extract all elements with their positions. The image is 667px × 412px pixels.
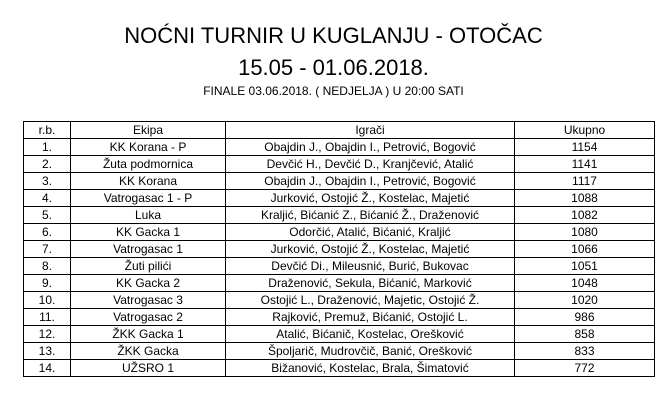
cell-ukupno: 1154 <box>515 139 655 156</box>
table-row <box>24 258 655 275</box>
cell-ukupno: 1117 <box>515 173 655 190</box>
cell-rb: 1. <box>24 139 71 156</box>
cell-ekipa: Vatrogasac 1 - P <box>71 190 226 207</box>
table-row <box>24 241 655 258</box>
cell-rb: 14. <box>24 360 71 377</box>
cell-ukupno: 986 <box>515 309 655 326</box>
document-subtitle: FINALE 03.06.2018. ( NEDJELJA ) U 20:00 SATI <box>203 84 464 98</box>
cell-ekipa: Žuta podmornica <box>71 156 226 173</box>
cell-igraci: Špoljarič, Mudrovčič, Banić, Orešković <box>226 343 515 360</box>
column-header-rb: r.b. <box>24 122 71 139</box>
cell-ukupno: 1088 <box>515 190 655 207</box>
cell-ukupno: 1080 <box>515 224 655 241</box>
table-row <box>24 173 655 190</box>
results-table-body <box>24 139 655 377</box>
cell-ekipa: UŽSRO 1 <box>71 360 226 377</box>
cell-ekipa: Vatrogasac 3 <box>71 292 226 309</box>
table-row <box>24 292 655 309</box>
cell-igraci: Bižanović, Kostelac, Brala, Šimatović <box>226 360 515 377</box>
cell-ekipa: KK Korana <box>71 173 226 190</box>
cell-igraci: Kraljić, Bićanić Z., Bićanić Ž., Draženović <box>226 207 515 224</box>
column-header-ukupno: Ukupno <box>515 122 655 139</box>
cell-rb: 10. <box>24 292 71 309</box>
table-header-row <box>24 122 655 139</box>
table-row <box>24 326 655 343</box>
document-dates: 15.05 - 01.06.2018. <box>238 55 429 80</box>
cell-ekipa: ŽKK Gacka 1 <box>71 326 226 343</box>
cell-rb: 4. <box>24 190 71 207</box>
table-row <box>24 156 655 173</box>
cell-igraci: Devčić H., Devčić D., Kranjčević, Atalić <box>226 156 515 173</box>
cell-igraci: Ostojić L., Draženović, Majetic, Ostojić Ž. <box>226 292 515 309</box>
cell-ekipa: Žuti pilići <box>71 258 226 275</box>
cell-ekipa: KK Gacka 1 <box>71 224 226 241</box>
cell-igraci: Atalić, Bićanič, Kostelac, Orešković <box>226 326 515 343</box>
cell-rb: 11. <box>24 309 71 326</box>
cell-rb: 7. <box>24 241 71 258</box>
cell-ekipa: Vatrogasac 1 <box>71 241 226 258</box>
cell-igraci: Rajković, Premuž, Bićanić, Ostojić L. <box>226 309 515 326</box>
cell-ukupno: 1020 <box>515 292 655 309</box>
cell-rb: 13. <box>24 343 71 360</box>
cell-ukupno: 1051 <box>515 258 655 275</box>
cell-rb: 2. <box>24 156 71 173</box>
cell-ukupno: 1082 <box>515 207 655 224</box>
cell-ekipa: ŽKK Gacka <box>71 343 226 360</box>
cell-rb: 8. <box>24 258 71 275</box>
cell-igraci: Draženović, Sekula, Bićanić, Marković <box>226 275 515 292</box>
table-row <box>24 360 655 377</box>
cell-igraci: Devčić Di., Mileusnić, Burić, Bukovac <box>226 258 515 275</box>
table-row <box>24 207 655 224</box>
cell-igraci: Obajdin J., Obajdin I., Petrović, Bogović <box>226 173 515 190</box>
cell-rb: 6. <box>24 224 71 241</box>
cell-ekipa: KK Gacka 2 <box>71 275 226 292</box>
cell-ekipa: Luka <box>71 207 226 224</box>
cell-ekipa: Vatrogasac 2 <box>71 309 226 326</box>
cell-ukupno: 1048 <box>515 275 655 292</box>
table-row <box>24 224 655 241</box>
table-row <box>24 275 655 292</box>
cell-rb: 3. <box>24 173 71 190</box>
column-header-ekipa: Ekipa <box>71 122 226 139</box>
cell-rb: 12. <box>24 326 71 343</box>
table-row <box>24 309 655 326</box>
cell-ekipa: KK Korana - P <box>71 139 226 156</box>
cell-igraci: Obajdin J., Obajdin I., Petrović, Bogović <box>226 139 515 156</box>
cell-rb: 9. <box>24 275 71 292</box>
cell-igraci: Jurković, Ostojić Ž., Kostelac, Majetić <box>226 241 515 258</box>
cell-igraci: Jurković, Ostojić Ž., Kostelac, Majetić <box>226 190 515 207</box>
cell-igraci: Odorčić, Atalić, Bićanić, Kraljić <box>226 224 515 241</box>
cell-ukupno: 1141 <box>515 156 655 173</box>
cell-ukupno: 858 <box>515 326 655 343</box>
cell-rb: 5. <box>24 207 71 224</box>
column-header-igraci: Igrači <box>226 122 515 139</box>
table-row <box>24 139 655 156</box>
cell-ukupno: 772 <box>515 360 655 377</box>
table-row <box>24 190 655 207</box>
cell-ukupno: 1066 <box>515 241 655 258</box>
results-table <box>23 121 655 377</box>
document-title: NOĆNI TURNIR U KUGLANJU - OTOČAC <box>124 23 543 48</box>
table-row <box>24 343 655 360</box>
cell-ukupno: 833 <box>515 343 655 360</box>
